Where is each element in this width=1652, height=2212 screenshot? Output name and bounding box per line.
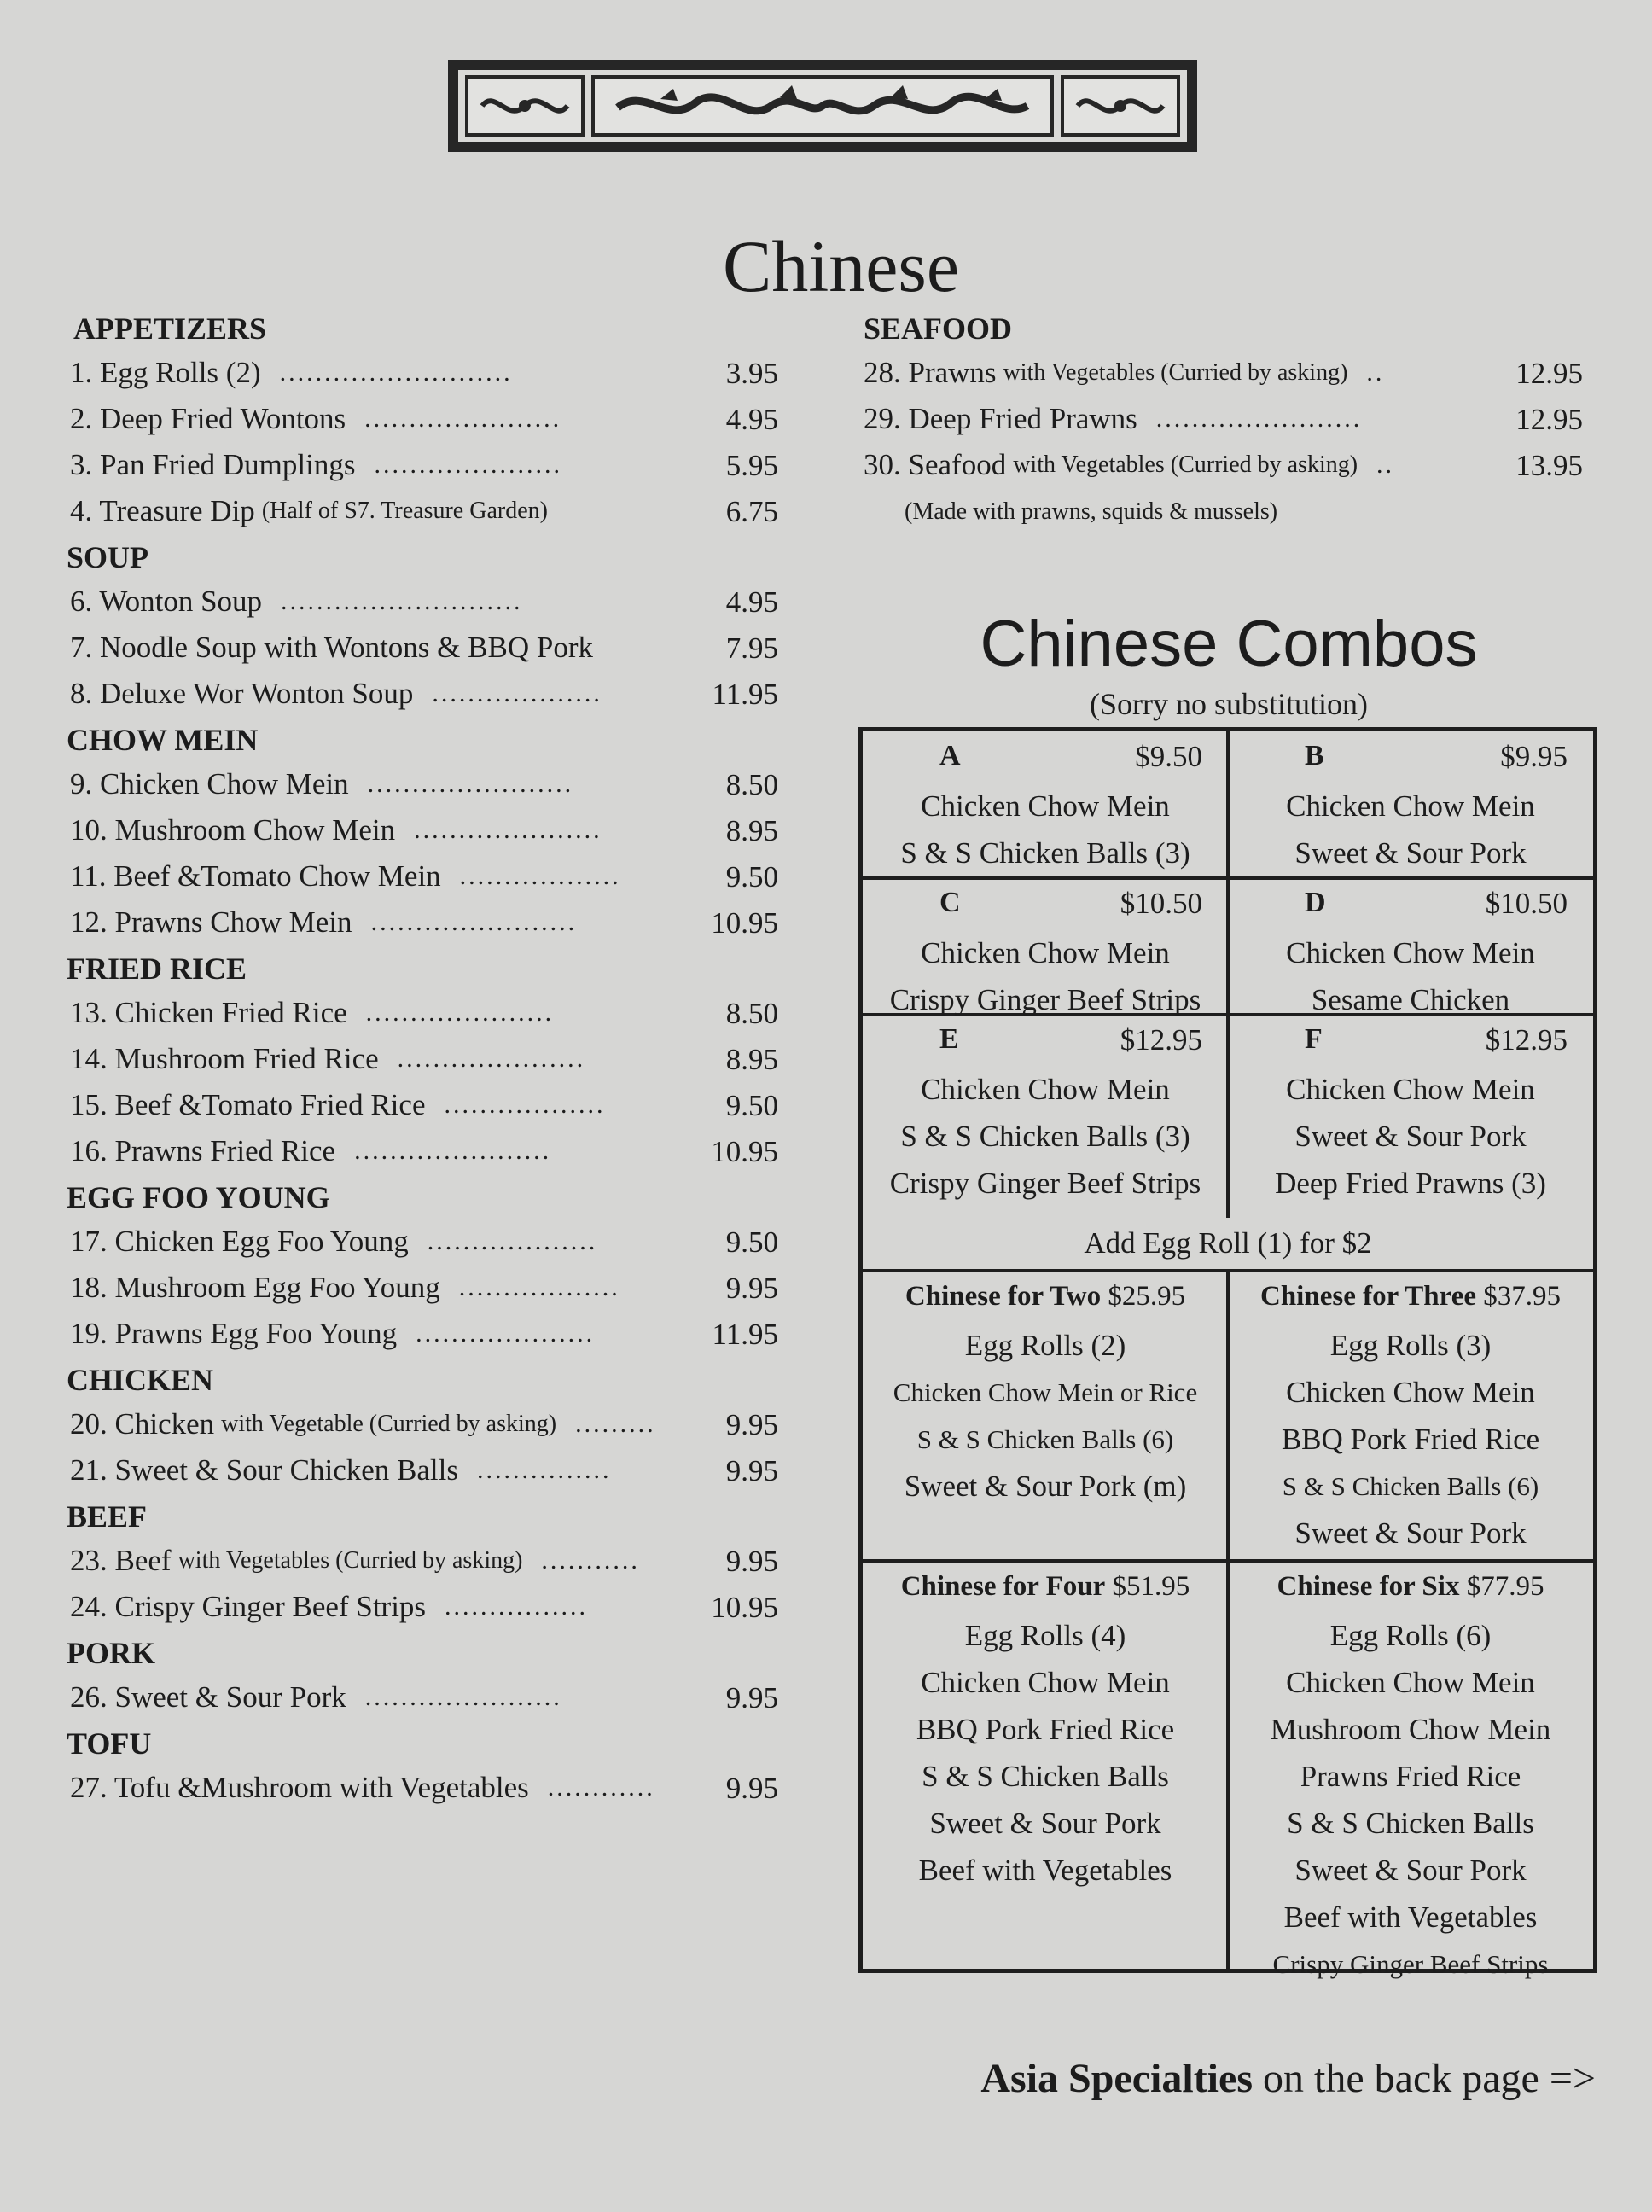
- leader-dots: ....................: [416, 1319, 596, 1348]
- leader-dots: ......................: [364, 405, 562, 433]
- menu-item-name: 13. Chicken Fried Rice: [70, 996, 347, 1029]
- combo-table: [858, 727, 1597, 1979]
- category-heading: TOFU: [67, 1726, 152, 1761]
- menu-item-name: 7. Noodle Soup with Wontons & BBQ Pork: [70, 631, 593, 664]
- party-combo-price: $51.95: [1105, 1571, 1190, 1602]
- menu-item: [70, 763, 573, 806]
- menu-item-price: 12.95: [1515, 403, 1583, 436]
- leader-dots: ......................: [354, 1137, 552, 1165]
- ornament-left-icon: [465, 75, 585, 137]
- menu-item: [864, 398, 1362, 440]
- menu-item: [70, 672, 602, 715]
- menu-item-name: 26. Sweet & Sour Pork: [70, 1680, 346, 1714]
- leader-dots: .....................: [397, 1045, 586, 1073]
- leader-dots: ...................: [432, 679, 602, 707]
- menu-item-price: 9.50: [725, 860, 778, 894]
- party-combo-title: [863, 1561, 1228, 1612]
- combo-letter: C: [939, 887, 961, 918]
- combo-item: Sweet & Sour Pork (m): [904, 1470, 1187, 1503]
- menu-item: [70, 1449, 611, 1492]
- menu-item-price: 9.50: [725, 1089, 778, 1122]
- menu-item: [70, 1540, 640, 1582]
- leader-dots: ..: [1376, 451, 1395, 479]
- menu-item-name: 15. Beef &Tomato Fried Rice: [70, 1088, 426, 1121]
- combo-item: Crispy Ginger Beef Strips: [889, 1167, 1201, 1200]
- combo-item: Egg Rolls (4): [964, 1619, 1126, 1652]
- menu-item-name: 24. Crispy Ginger Beef Strips: [70, 1590, 427, 1623]
- menu-item-price: 9.95: [725, 1408, 778, 1441]
- menu-item: [70, 1130, 551, 1173]
- menu-item-price: 9.50: [725, 1225, 778, 1259]
- leader-dots: .....................: [374, 451, 562, 479]
- menu-item-price: 7.95: [725, 632, 778, 665]
- leader-dots: ......................: [364, 1683, 562, 1711]
- combo-item: Sweet & Sour Pork: [1294, 1516, 1527, 1550]
- menu-item-name: 17. Chicken Egg Foo Young: [70, 1225, 409, 1258]
- combo-item: Chicken Chow Mein: [1286, 936, 1535, 969]
- combo-item: Prawns Fried Rice: [1300, 1760, 1521, 1793]
- combo-letter: A: [939, 740, 961, 771]
- combo-price: $12.95: [1485, 1023, 1568, 1057]
- combo-item: Chicken Chow Mein: [1286, 1073, 1535, 1106]
- party-combo: [863, 1561, 1228, 1894]
- menu-item-price: 4.95: [725, 403, 778, 436]
- add-egg-roll-note: Add Egg Roll (1) for $2: [1084, 1226, 1372, 1260]
- leader-dots: ..................: [459, 862, 621, 890]
- party-combo: [863, 1271, 1228, 1510]
- menu-item-name: 1. Egg Rolls (2): [70, 356, 261, 389]
- combo-header: [1228, 731, 1593, 783]
- menu-item-name: 23. Beef: [70, 1544, 172, 1577]
- combo-item: Chicken Chow Mein: [1286, 789, 1535, 823]
- menu-item-price: 8.50: [725, 768, 778, 801]
- menu-item-name: 29. Deep Fried Prawns: [864, 402, 1137, 435]
- combo-item: Chicken Chow Mein: [921, 1666, 1170, 1699]
- menu-item: [70, 809, 602, 852]
- combo-header: [863, 878, 1228, 929]
- menu-item: [70, 1403, 656, 1446]
- combo-item: Egg Rolls (6): [1329, 1619, 1492, 1652]
- menu-item-name: 2. Deep Fried Wontons: [70, 402, 346, 435]
- seafood-footnote: (Made with prawns, squids & mussels): [905, 498, 1278, 525]
- category-heading: SEAFOOD: [864, 311, 1013, 346]
- leader-dots: .....................: [365, 998, 555, 1027]
- combo-price: $12.95: [1120, 1023, 1202, 1057]
- category-heading: BEEF: [67, 1499, 148, 1534]
- menu-item-name: 11. Beef &Tomato Chow Mein: [70, 859, 441, 893]
- category-heading: SOUP: [67, 540, 149, 574]
- combo-item: S & S Chicken Balls (6): [916, 1424, 1174, 1454]
- menu-item-price: 10.95: [711, 906, 778, 940]
- party-combo-name: Chinese for Six: [1277, 1571, 1460, 1602]
- combo-item: Chicken Chow Mein or Rice: [893, 1377, 1198, 1407]
- menu-item-price: 11.95: [712, 1318, 778, 1351]
- menu-item-price: 9.95: [725, 1545, 778, 1578]
- menu-item-note: (Half of S7. Treasure Garden): [261, 498, 548, 524]
- menu-item-price: 8.95: [725, 814, 778, 847]
- leader-dots: ...............: [476, 1456, 612, 1484]
- menu-item-price: 13.95: [1515, 449, 1583, 482]
- menu-item-price: 9.95: [725, 1454, 778, 1487]
- menu-item: [864, 444, 1394, 486]
- menu-item: [70, 1084, 605, 1126]
- menu-item-price: 3.95: [725, 357, 778, 390]
- menu-item: [70, 1220, 597, 1263]
- combo-letter: E: [939, 1023, 959, 1055]
- leader-dots: ..........................: [279, 358, 513, 387]
- leader-dots: ..................: [444, 1091, 606, 1119]
- menu-item: [70, 992, 554, 1034]
- menu-item: [70, 1313, 595, 1355]
- menu-item-note: with Vegetable (Curried by asking): [221, 1411, 557, 1437]
- combos-subtitle: (Sorry no substitution): [1089, 687, 1368, 721]
- leader-dots: ...........................: [281, 587, 523, 615]
- menu-item: [70, 1676, 562, 1719]
- menu-item: [70, 490, 548, 533]
- menu-item: [70, 398, 561, 440]
- leader-dots: ............: [547, 1773, 655, 1802]
- menu-item-name: 14. Mushroom Fried Rice: [70, 1042, 379, 1075]
- combo-item: BBQ Pork Fried Rice: [916, 1713, 1175, 1746]
- combo-item: Chicken Chow Mein: [921, 789, 1170, 823]
- party-combo-name: Chinese for Three: [1260, 1281, 1476, 1312]
- combo-price: $9.95: [1500, 740, 1568, 773]
- menu-item: [70, 580, 523, 623]
- dragon-ornament-icon: [591, 75, 1054, 137]
- party-combo-price: $25.95: [1101, 1281, 1186, 1312]
- category-heading: EGG FOO YOUNG: [67, 1180, 330, 1214]
- combo-letter: B: [1305, 740, 1324, 771]
- menu-item: [70, 901, 577, 944]
- menu-item-name: 27. Tofu &Mushroom with Vegetables: [70, 1771, 529, 1804]
- combo-header: [863, 1015, 1228, 1066]
- menu-item-name: 30. Seafood: [864, 448, 1007, 481]
- menu-item-price: 9.95: [725, 1681, 778, 1714]
- menu-item: [70, 1586, 588, 1628]
- combo-price: $10.50: [1120, 887, 1202, 920]
- combo-item: Sesame Chicken: [1311, 983, 1510, 1016]
- page-title: Chinese: [722, 225, 960, 307]
- combo-letter: D: [1305, 887, 1326, 918]
- menu-item-name: 28. Prawns: [864, 356, 997, 389]
- party-combo-name: Chinese for Two: [905, 1281, 1102, 1312]
- menu-item: [864, 352, 1384, 394]
- party-combo-title: [1228, 1271, 1593, 1322]
- combo-b: [1228, 731, 1593, 876]
- header-banner: [448, 60, 1197, 152]
- combo-item: Sweet & Sour Pork: [1294, 1854, 1527, 1887]
- category-heading: PORK: [67, 1636, 155, 1670]
- leader-dots: ...........: [541, 1546, 640, 1575]
- menu-item-price: 12.95: [1515, 357, 1583, 390]
- combo-header: [863, 731, 1228, 783]
- menu-item-name: 12. Prawns Chow Mein: [70, 905, 352, 939]
- party-combo-price: $77.95: [1459, 1571, 1544, 1602]
- category-heading: APPETIZERS: [73, 311, 267, 346]
- menu-item-price: 10.95: [711, 1591, 778, 1624]
- menu-item-name: 6. Wonton Soup: [70, 585, 263, 618]
- menu-item: [70, 1767, 655, 1809]
- back-page-note: Asia Specialties on the back page =>: [980, 2056, 1596, 2101]
- combo-c: [863, 878, 1228, 1023]
- combo-header: [1228, 1015, 1593, 1066]
- party-combo-title: [863, 1271, 1228, 1322]
- category-heading: CHICKEN: [67, 1363, 214, 1397]
- menu-item-price: 10.95: [711, 1135, 778, 1168]
- menu-item-name: 16. Prawns Fried Rice: [70, 1134, 336, 1167]
- menu-item: [70, 1266, 620, 1309]
- party-combo-name: Chinese for Four: [900, 1571, 1106, 1602]
- menu-item-price: 9.95: [725, 1272, 778, 1305]
- menu-item-price: 9.95: [725, 1772, 778, 1805]
- ornament-right-icon: [1061, 75, 1180, 137]
- leader-dots: .........: [575, 1410, 656, 1438]
- combo-item: S & S Chicken Balls (3): [900, 1120, 1190, 1153]
- leader-dots: ................: [445, 1592, 589, 1621]
- party-combo-title: [1228, 1561, 1593, 1612]
- combo-item: Sweet & Sour Pork: [929, 1807, 1161, 1840]
- combo-item: Crispy Ginger Beef Strips: [1272, 1949, 1549, 1979]
- combo-item: Chicken Chow Mein: [921, 1073, 1170, 1106]
- combo-item: Mushroom Chow Mein: [1270, 1713, 1551, 1746]
- leader-dots: .......................: [367, 770, 574, 798]
- menu-item-name: 9. Chicken Chow Mein: [70, 767, 349, 800]
- combo-price: $10.50: [1485, 887, 1568, 920]
- menu-item: [70, 855, 621, 898]
- menu-item-note: with Vegetables (Curried by asking): [1003, 359, 1348, 386]
- combo-header: [1228, 878, 1593, 929]
- combo-item: Chicken Chow Mein: [1286, 1666, 1535, 1699]
- combo-item: S & S Chicken Balls: [922, 1760, 1169, 1793]
- menu-item-price: 8.95: [725, 1043, 778, 1076]
- leader-dots: .......................: [1155, 405, 1363, 433]
- menu-item-note: with Vegetables (Curried by asking): [177, 1547, 523, 1574]
- combos-title: Chinese Combos: [980, 608, 1478, 680]
- combo-item: Sweet & Sour Pork: [1294, 1120, 1527, 1153]
- combo-e: [863, 1015, 1228, 1207]
- menu-item-price: 5.95: [725, 449, 778, 482]
- leader-dots: .......................: [370, 908, 578, 936]
- menu-item-price: 8.50: [725, 997, 778, 1030]
- combo-price: $9.50: [1135, 740, 1202, 773]
- combo-item: Beef with Vegetables: [918, 1854, 1172, 1887]
- combo-item: Egg Rolls (2): [964, 1329, 1126, 1362]
- party-combo: [1228, 1271, 1593, 1557]
- leader-dots: .....................: [414, 816, 602, 844]
- combo-item: Chicken Chow Mein: [1286, 1376, 1535, 1409]
- leader-dots: ..: [1366, 358, 1385, 387]
- party-combo-price: $37.95: [1476, 1281, 1561, 1312]
- category-heading: FRIED RICE: [67, 952, 247, 986]
- combo-item: Crispy Ginger Beef Strips: [889, 983, 1201, 1016]
- leader-dots: ..................: [458, 1273, 620, 1301]
- menu-item-name: 19. Prawns Egg Foo Young: [70, 1317, 398, 1350]
- combo-item: S & S Chicken Balls: [1287, 1807, 1534, 1840]
- combo-item: S & S Chicken Balls (6): [1282, 1471, 1539, 1501]
- combo-item: Beef with Vegetables: [1283, 1901, 1538, 1934]
- menu-item: [70, 1038, 585, 1080]
- menu-item-name: 18. Mushroom Egg Foo Young: [70, 1271, 440, 1304]
- combo-d: [1228, 878, 1593, 1023]
- menu-item-name: 8. Deluxe Wor Wonton Soup: [70, 677, 414, 710]
- menu-item-name: 21. Sweet & Sour Chicken Balls: [70, 1453, 458, 1487]
- category-heading: CHOW MEIN: [67, 723, 259, 757]
- menu-item: [70, 444, 562, 486]
- party-combo: [1228, 1561, 1593, 1988]
- combo-item: Chicken Chow Mein: [921, 936, 1170, 969]
- menu-item-name: 10. Mushroom Chow Mein: [70, 813, 396, 847]
- menu-item: [70, 626, 593, 669]
- menu-item-note: with Vegetables (Curried by asking): [1013, 451, 1358, 478]
- menu-item-price: 4.95: [725, 585, 778, 619]
- menu-item-name: 4. Treasure Dip: [70, 494, 255, 527]
- combo-letter: F: [1305, 1023, 1323, 1055]
- menu-item-name: 20. Chicken: [70, 1407, 215, 1441]
- combo-item: BBQ Pork Fried Rice: [1281, 1423, 1540, 1456]
- combo-item: Deep Fried Prawns (3): [1275, 1167, 1546, 1200]
- menu-item-price: 11.95: [712, 678, 778, 711]
- menu-item-name: 3. Pan Fried Dumplings: [70, 448, 356, 481]
- combo-item: Sweet & Sour Pork: [1294, 836, 1527, 870]
- leader-dots: ...................: [427, 1227, 598, 1255]
- combo-f: [1228, 1015, 1593, 1207]
- combo-item: Egg Rolls (3): [1329, 1329, 1492, 1362]
- menu-item-price: 6.75: [725, 495, 778, 528]
- combo-a: [863, 731, 1228, 876]
- combo-item: S & S Chicken Balls (3): [900, 836, 1190, 870]
- menu-item: [70, 352, 513, 394]
